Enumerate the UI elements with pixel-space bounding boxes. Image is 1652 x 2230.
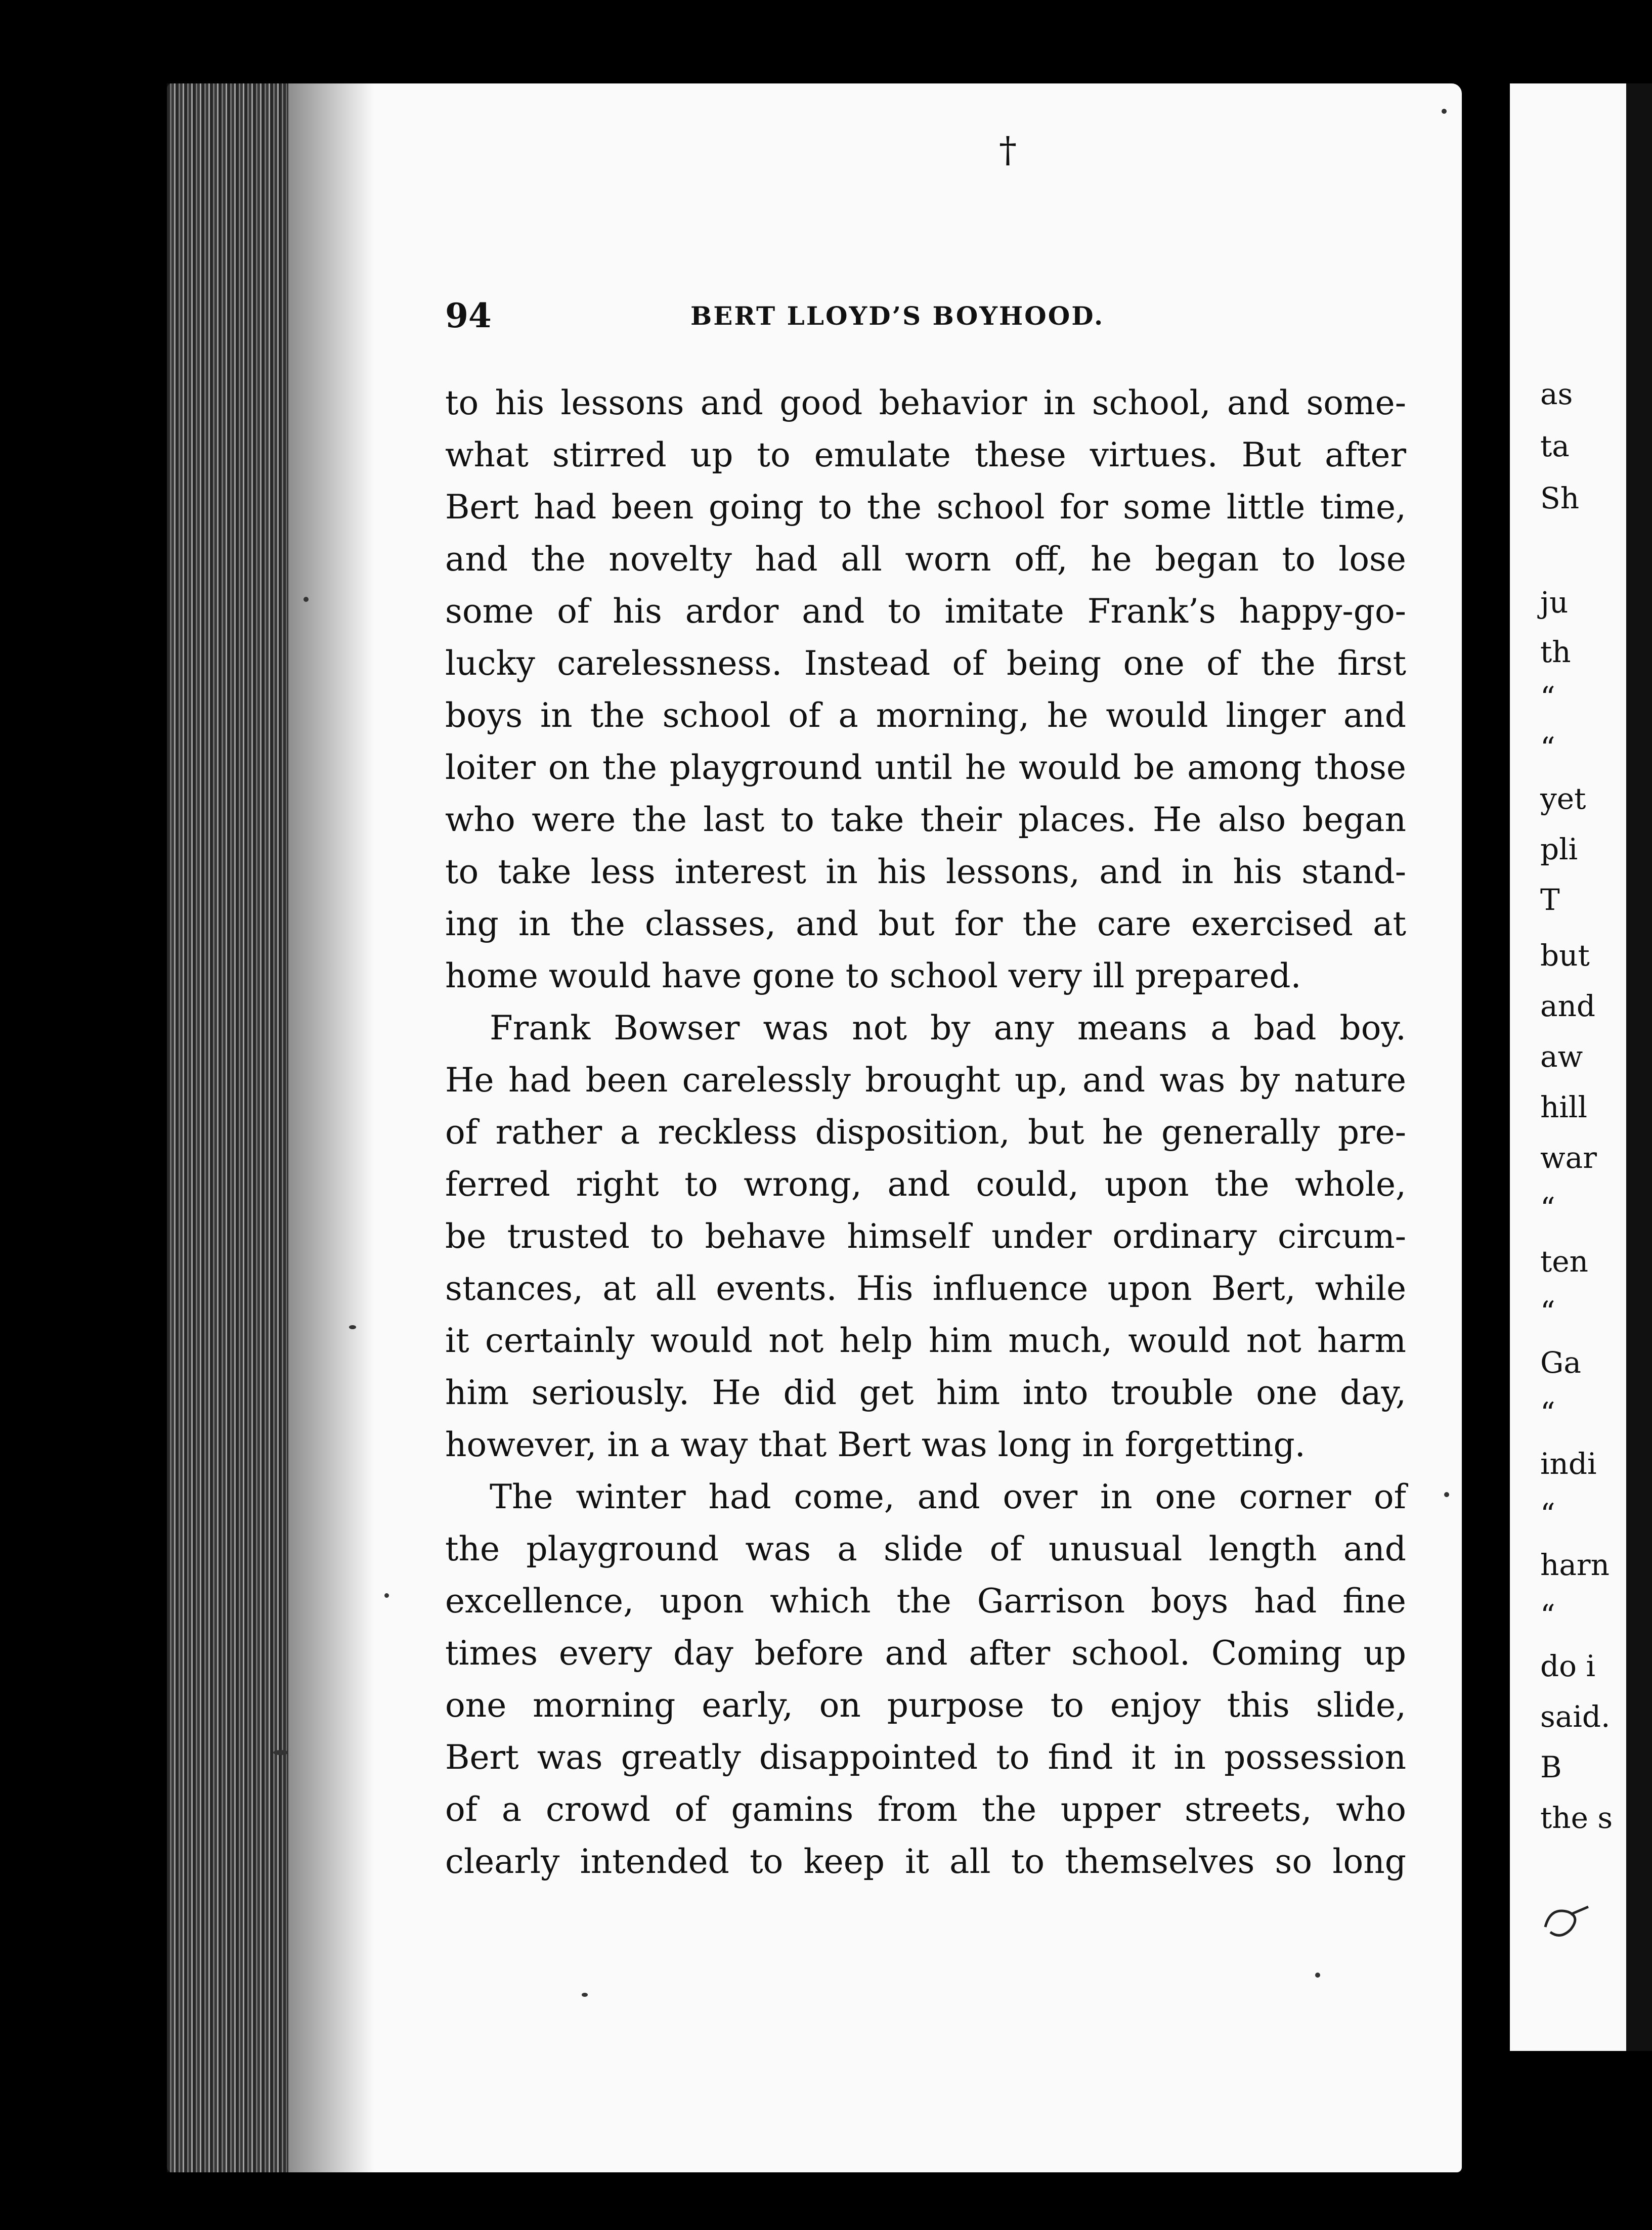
text-line: who were the last to take their places. He also began — [445, 800, 1406, 839]
right-fragment: “ — [1540, 731, 1555, 765]
right-fragment: “ — [1540, 1295, 1555, 1329]
page-header — [445, 296, 1406, 341]
text-line: to his lessons and good behavior in school, and some- — [445, 383, 1406, 422]
right-fragment: pli — [1540, 832, 1578, 866]
text-line: and the novelty had all worn off, he began to lose — [445, 540, 1406, 579]
page-number: 94 — [445, 296, 492, 335]
text-line: however, in a way that Bert was long in forgetting. — [445, 1425, 1306, 1464]
right-fragment: as — [1540, 377, 1573, 411]
right-fragment: war — [1540, 1141, 1597, 1175]
right-fragment: “ — [1540, 1598, 1555, 1633]
text-line: be trusted to behave himself under ordinary circum- — [445, 1217, 1406, 1256]
right-fragment: “ — [1540, 680, 1555, 715]
scan-speck — [273, 1750, 288, 1755]
text-line: the playground was a slide of unusual length and — [445, 1529, 1406, 1568]
text-line: Bert was greatly disappointed to find it in possession — [445, 1738, 1406, 1777]
text-line: him seriously. He did get him into trouble one day, — [445, 1373, 1406, 1412]
text-line: some of his ardor and to imitate Frank’s happy-go- — [445, 592, 1406, 631]
text-line: to take less interest in his lessons, and in his stand- — [445, 852, 1406, 891]
scan-speck — [1444, 1492, 1449, 1497]
scan-speck — [384, 1593, 389, 1598]
text-line: of rather a reckless disposition, but he generally pre- — [445, 1113, 1406, 1152]
text-line: one morning early, on purpose to enjoy this slide, — [445, 1686, 1406, 1725]
text-line: excellence, upon which the Garrison boys had fine — [445, 1582, 1406, 1621]
right-page-edge — [1626, 83, 1652, 2051]
text-line: lucky carelessness. Instead of being one of the first — [445, 644, 1406, 683]
right-fragment: Sh — [1540, 481, 1580, 515]
text-line: ferred right to wrong, and could, upon the whole, — [445, 1165, 1406, 1204]
text-line: Bert had been going to the school for some little time, — [445, 488, 1406, 527]
text-line: ing in the classes, and but for the care exercised at — [445, 904, 1406, 943]
right-fragment: ta — [1540, 429, 1570, 463]
text-line: He had been carelessly brought up, and was by nature — [445, 1061, 1406, 1100]
right-fragment: Ga — [1540, 1345, 1581, 1380]
text-line: of a crowd of gamins from the upper streets, who — [445, 1790, 1406, 1829]
text-line: Frank Bowser was not by any means a bad boy. — [490, 1009, 1406, 1047]
scan-speck — [349, 1325, 356, 1329]
text-line: clearly intended to keep it all to themselves so long — [445, 1842, 1406, 1881]
right-fragment: said. — [1540, 1699, 1611, 1734]
running-head: BERT LLOYD’S BOYHOOD. — [690, 301, 1105, 331]
body-text — [445, 377, 1406, 1888]
right-fragment: yet — [1540, 781, 1586, 816]
right-fragment: but — [1540, 938, 1590, 973]
right-fragment: the s — [1540, 1801, 1613, 1835]
text-line: times every day before and after school. Coming up — [445, 1634, 1406, 1673]
text-line: loiter on the playground until he would be among those — [445, 748, 1406, 787]
text-line: it certainly would not help him much, would not harm — [445, 1321, 1406, 1360]
text-line: stances, at all events. His influence upon Bert, while — [445, 1269, 1406, 1308]
scan-speck — [303, 597, 309, 602]
text-line: what stirred up to emulate these virtues. But after — [445, 435, 1406, 474]
text-line: The winter had come, and over in one corner of — [490, 1477, 1406, 1516]
scan-speck — [582, 1993, 588, 1997]
right-fragment: “ — [1540, 1396, 1555, 1430]
right-fragment: indi — [1540, 1447, 1597, 1481]
scan-speck — [1315, 1973, 1320, 1978]
right-fragment: ten — [1540, 1244, 1588, 1279]
text-line: home would have gone to school very ill prepared. — [445, 956, 1301, 995]
right-fragment: hill — [1540, 1090, 1588, 1124]
right-fragment: harn — [1540, 1548, 1610, 1582]
right-fragment: T — [1540, 883, 1560, 917]
gutter-shadow — [283, 83, 374, 2172]
right-fragment: aw — [1540, 1039, 1583, 1074]
pencil-squiggle-mark — [1540, 1892, 1596, 1942]
right-fragment: and — [1540, 989, 1596, 1023]
right-fragment: “ — [1540, 1191, 1555, 1226]
right-fragment: “ — [1540, 1497, 1555, 1532]
right-fragment: do i — [1540, 1649, 1596, 1683]
right-fragment: B — [1540, 1750, 1562, 1784]
scan-speck — [1442, 109, 1447, 114]
top-pencil-mark: † — [999, 129, 1017, 170]
right-fragment: ju — [1540, 585, 1569, 620]
right-fragment: th — [1540, 635, 1571, 669]
page-gutter — [167, 83, 288, 2172]
text-line: boys in the school of a morning, he would linger and — [445, 696, 1406, 735]
